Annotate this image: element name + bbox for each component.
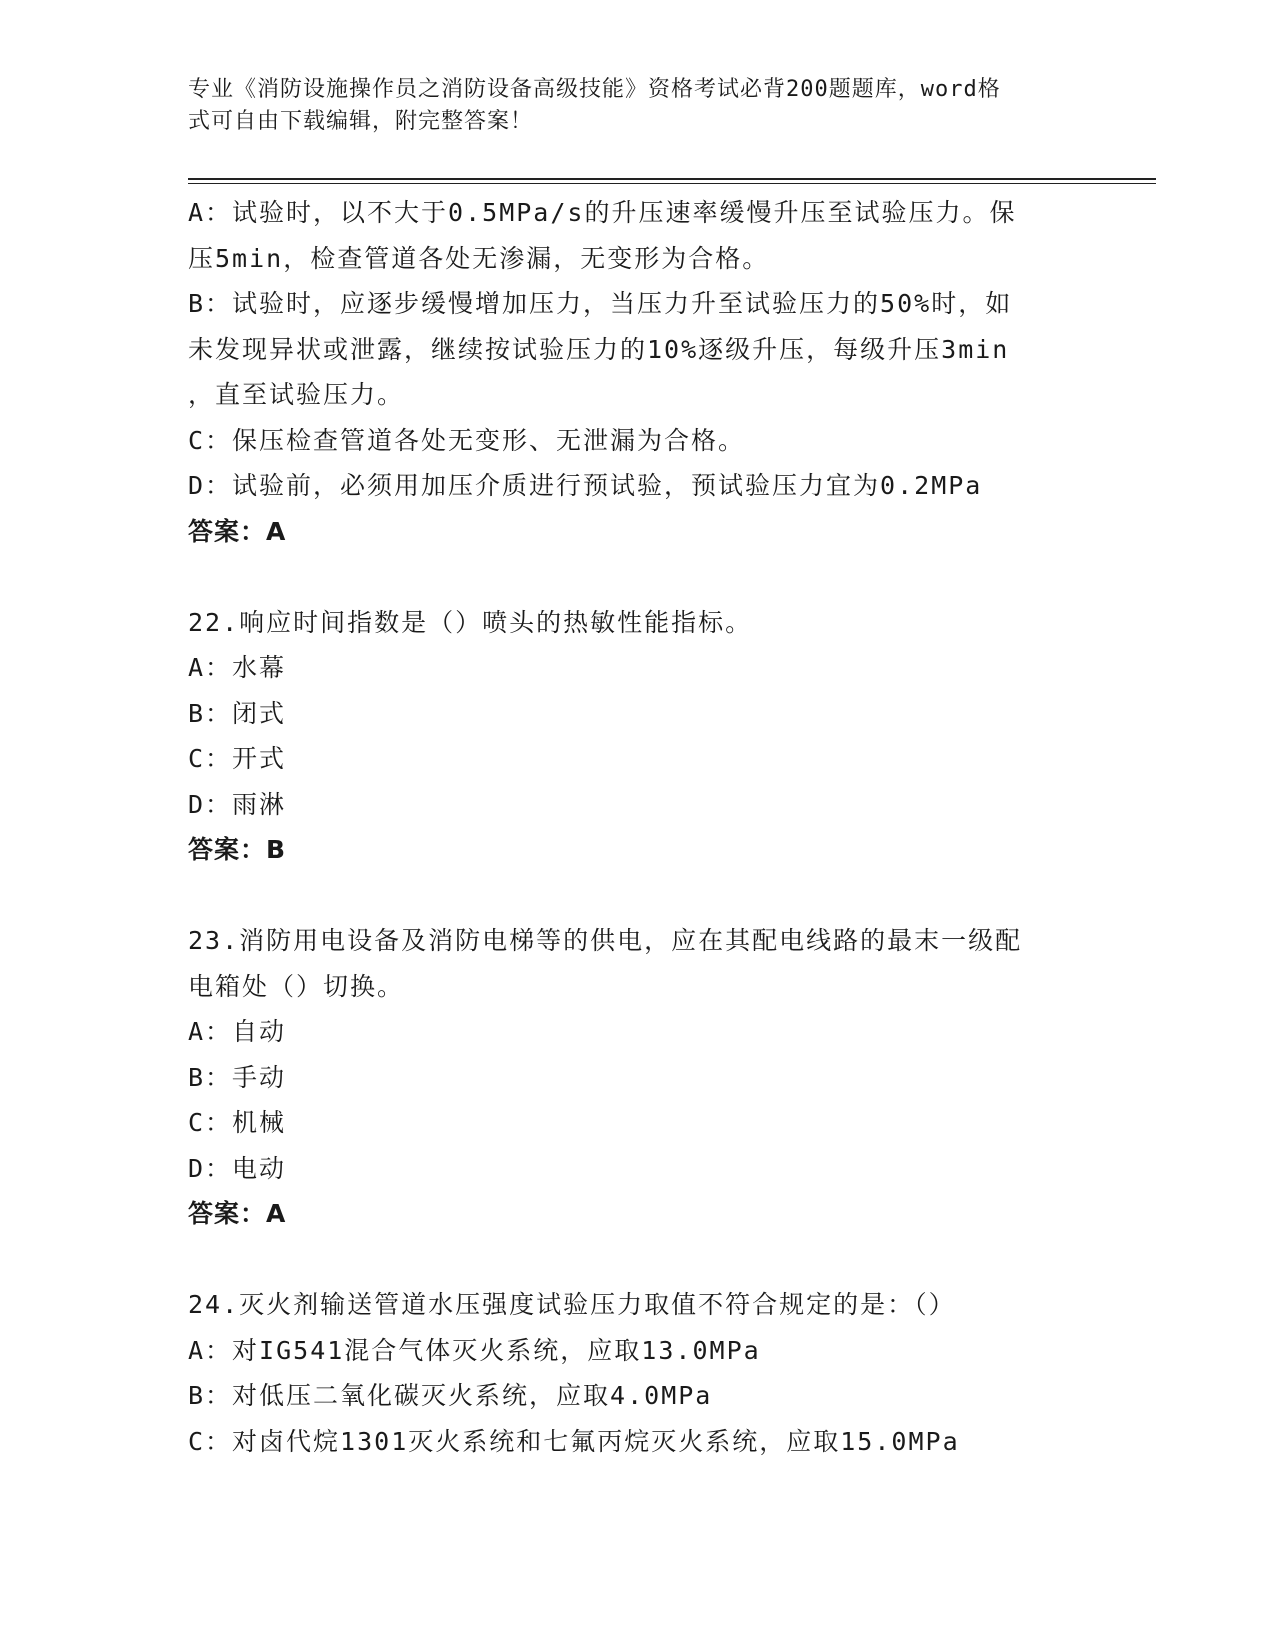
- option-b: B：对低压二氧化碳灭火系统，应取4.0MPa: [188, 1381, 713, 1410]
- header-line-1: 专业《消防设施操作员之消防设备高级技能》资格考试必背200题题库，word格: [188, 77, 1001, 102]
- option-b: B：手动: [188, 1062, 287, 1092]
- option-line: ，直至试验压力。: [188, 380, 405, 409]
- header-line-2: 式可自由下载编辑，附完整答案！: [188, 109, 534, 134]
- question-stem: 24.灭火剂输送管道水压强度试验压力取值不符合规定的是：（）: [188, 1290, 956, 1319]
- question-stem: 22.响应时间指数是（）喷头的热敏性能指标。: [188, 607, 753, 637]
- option-d: D：雨淋: [188, 789, 287, 819]
- option-c: C：机械: [188, 1108, 287, 1137]
- answer-line: 答案：A: [188, 1199, 287, 1228]
- spacer: [188, 873, 1088, 919]
- document-body: [188, 190, 1088, 1464]
- question-block-22: [188, 600, 1088, 873]
- option-a: A：水幕: [188, 653, 287, 682]
- option-d: D：电动: [188, 1153, 287, 1183]
- question-block-24: [188, 1282, 1088, 1464]
- spacer: [188, 1237, 1088, 1283]
- header-divider-thin: [188, 183, 1156, 184]
- spacer: [188, 554, 1088, 600]
- question-stem: 电箱处（）切换。: [188, 971, 405, 1001]
- option-line: C：保压检查管道各处无变形、无泄漏为合格。: [188, 425, 746, 455]
- option-line: 压5min，检查管道各处无渗漏，无变形为合格。: [188, 243, 770, 273]
- option-a: A：自动: [188, 1017, 287, 1046]
- option-line: A：试验时，以不大于0.5MPa/s的升压速率缓慢升压至试验压力。保: [188, 198, 1017, 227]
- answer-line: 答案：B: [188, 835, 287, 864]
- option-c: C：对卤代烷1301灭火系统和七氟丙烷灭火系统，应取15.0MPa: [188, 1426, 960, 1456]
- option-line: 未发现异状或泄露，继续按试验压力的10%逐级升压，每级升压3min: [188, 334, 1010, 364]
- option-line: B：试验时，应逐步缓慢增加压力，当压力升至试验压力的50%时，如: [188, 289, 1013, 318]
- option-b: B：闭式: [188, 698, 287, 728]
- header-divider-thick: [188, 178, 1156, 180]
- option-c: C：开式: [188, 744, 287, 773]
- option-line: D：试验前，必须用加压介质进行预试验，预试验压力宜为0.2MPa: [188, 471, 983, 500]
- document-header: [188, 74, 1068, 138]
- answer-line: 答案：A: [188, 516, 287, 546]
- question-block-21: [188, 190, 1088, 554]
- question-block-23: [188, 918, 1088, 1237]
- option-a: A：对IG541混合气体灭火系统，应取13.0MPa: [188, 1335, 761, 1365]
- question-stem: 23.消防用电设备及消防电梯等的供电，应在其配电线路的最末一级配: [188, 926, 1023, 955]
